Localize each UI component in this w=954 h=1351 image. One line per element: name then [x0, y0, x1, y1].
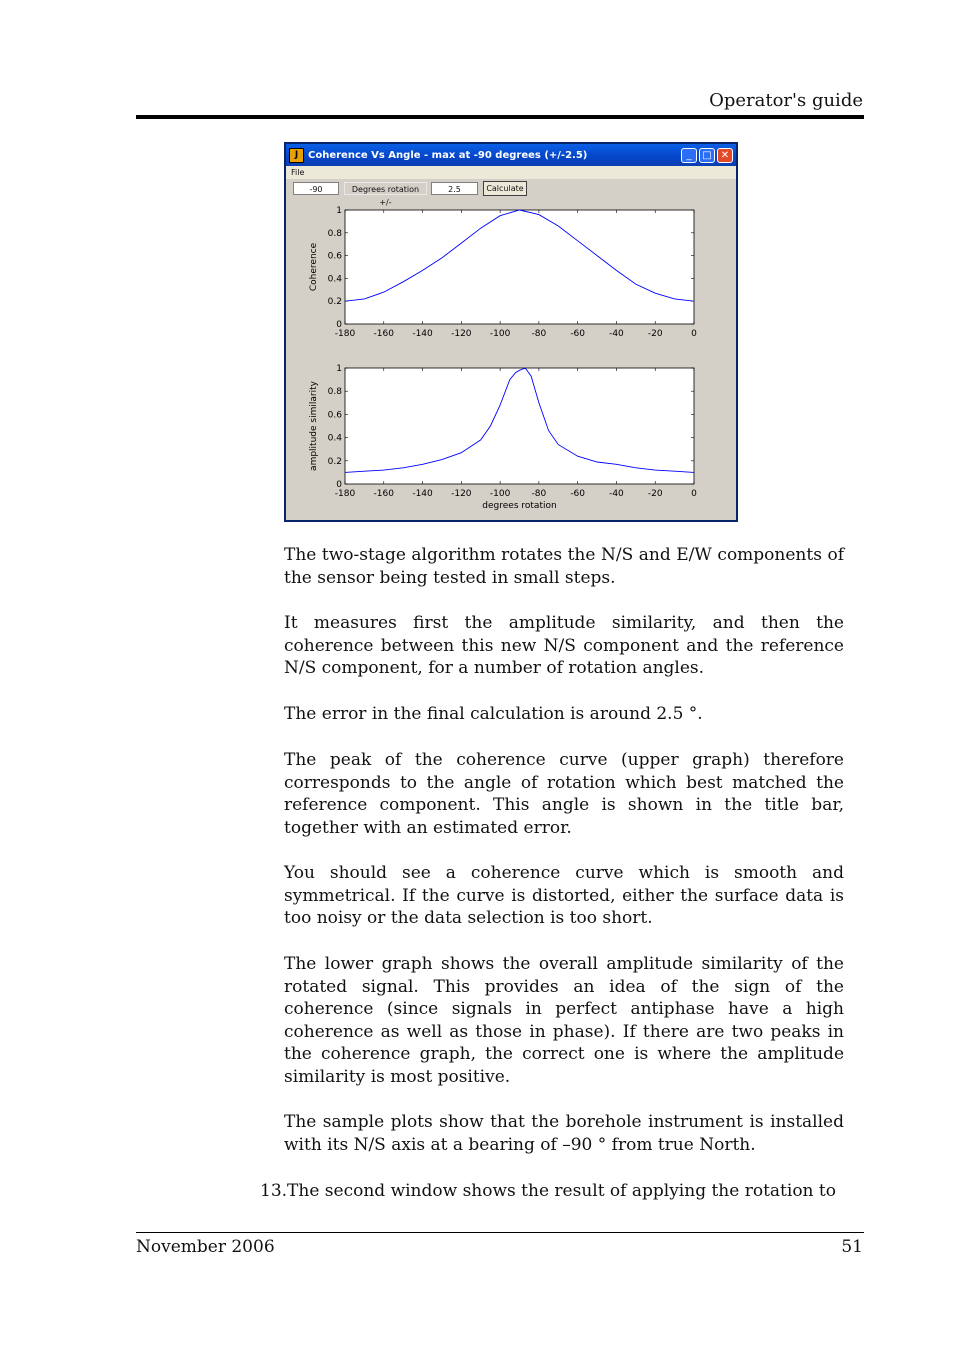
data-point: [490, 425, 491, 426]
data-point: [596, 461, 597, 462]
matlab-figure-window: [284, 142, 738, 522]
x-tick-label: -120: [451, 329, 472, 339]
plot-frame: [345, 210, 694, 324]
data-point: [548, 430, 549, 431]
data-point: [519, 209, 520, 210]
plot-frame: [345, 368, 694, 484]
x-tick-label: -140: [412, 489, 433, 499]
data-point: [403, 281, 404, 282]
amplitude-similarity-chart: [309, 364, 697, 511]
data-point: [383, 469, 384, 470]
page-number: 51: [841, 1237, 863, 1257]
matlab-app-icon: J: [289, 148, 304, 163]
plots-area: [286, 201, 736, 521]
y-axis-label: amplitude similarity: [309, 381, 319, 471]
x-tick-label: -140: [412, 329, 433, 339]
data-point: [500, 215, 501, 216]
data-point: [693, 301, 694, 302]
data-point: [364, 298, 365, 299]
maximize-icon[interactable]: □: [699, 148, 715, 163]
y-tick-label: 0: [336, 480, 342, 490]
y-tick-label: 0.8: [327, 387, 342, 398]
minimize-icon[interactable]: _: [681, 148, 697, 163]
calculate-button[interactable]: Calculate: [483, 181, 527, 196]
data-point: [674, 298, 675, 299]
paragraph-5: You should see a coherence curve which is smooth and symmetrical. If the curve is distorted, either the surface data is too noisy or the data selection is too short.: [284, 863, 844, 929]
data-point: [655, 469, 656, 470]
coherence-chart: [309, 206, 697, 339]
data-point: [461, 242, 462, 243]
data-point: [344, 301, 345, 302]
x-axis-label: degrees rotation: [482, 501, 557, 511]
paragraph-2: It measures first the amplitude similarity, and then the coherence between this new N/S component and the reference N/S component, for a number of rotation angles.: [284, 613, 844, 679]
running-header: Operator's guide: [709, 90, 863, 111]
data-point: [577, 240, 578, 241]
data-point: [403, 467, 404, 468]
data-point: [515, 372, 516, 373]
y-axis-label: Coherence: [309, 242, 319, 292]
numbered-item-13: 13.The second window shows the result of applying the rotation to: [260, 1181, 836, 1201]
data-point: [538, 402, 539, 403]
data-point: [480, 228, 481, 229]
data-point: [635, 467, 636, 468]
x-tick-label: 0: [691, 329, 697, 339]
y-tick-label: 0.2: [327, 456, 342, 467]
data-point: [635, 284, 636, 285]
x-tick-label: -120: [451, 489, 472, 499]
paragraph-4: The peak of the coherence curve (upper graph) therefore corresponds to the angle of rotation which best matched the reference component. This angle is shown in the title bar, together with an estimated error.: [284, 750, 844, 838]
data-point: [344, 472, 345, 473]
y-tick-label: 0: [336, 320, 342, 330]
x-tick-label: -180: [334, 329, 356, 339]
data-point: [655, 293, 656, 294]
data-point: [441, 257, 442, 258]
data-point: [616, 270, 617, 271]
x-tick-label: -100: [489, 489, 511, 499]
data-point: [558, 225, 559, 226]
paragraph-1: The two-stage algorithm rotates the N/S and E/W components of the sensor being tested in small steps.: [284, 545, 844, 588]
data-point: [674, 471, 675, 472]
paragraph-7: The sample plots show that the borehole instrument is installed with its N/S axis at a bearing of –90 ° from true North.: [284, 1112, 844, 1155]
x-tick-label: -160: [373, 329, 394, 339]
toolbar: [286, 179, 736, 207]
y-tick-label: 0.8: [327, 228, 342, 239]
data-point: [461, 452, 462, 453]
paragraph-3: The error in the final calculation is around 2.5 °.: [284, 704, 703, 724]
x-tick-label: -60: [570, 489, 586, 499]
x-tick-label: -80: [531, 489, 547, 499]
data-point: [525, 367, 526, 368]
x-tick-label: -80: [531, 329, 547, 339]
menu-file[interactable]: File: [291, 168, 305, 177]
rotation-label: Degrees rotation +/-: [344, 182, 427, 195]
data-point: [693, 472, 694, 473]
data-point: [509, 379, 510, 380]
angle-result-field[interactable]: -90: [293, 182, 339, 195]
footer-rule: [136, 1232, 864, 1233]
x-tick-label: -100: [489, 329, 511, 339]
data-point: [364, 471, 365, 472]
window-titlebar[interactable]: [286, 144, 736, 166]
y-tick-label: 0.6: [327, 410, 342, 421]
x-tick-label: -160: [373, 489, 394, 499]
x-tick-label: -20: [647, 329, 663, 339]
data-point: [596, 255, 597, 256]
y-tick-label: 0.4: [327, 433, 342, 444]
x-tick-label: 0: [691, 489, 697, 499]
data-point: [422, 464, 423, 465]
footer-date: November 2006: [136, 1237, 275, 1257]
data-point: [531, 376, 532, 377]
data-point: [538, 214, 539, 215]
menu-bar: [286, 166, 736, 179]
y-tick-label: 0.2: [327, 297, 342, 308]
x-tick-label: -40: [609, 489, 624, 499]
y-tick-label: 0.4: [327, 274, 342, 285]
data-point: [383, 291, 384, 292]
data-point: [500, 405, 501, 406]
x-tick-label: -60: [570, 329, 586, 339]
paragraph-6: The lower graph shows the overall amplitude similarity of the rotated signal. This provides an idea of the sign of the coherence (since signals in perfect antiphase have a high coherence as well as those in phase). If there are two peaks in the coherence graph, the correct one is where the amplitude similarity is most positive.: [284, 954, 844, 1087]
y-tick-label: 1: [336, 206, 342, 216]
data-point: [519, 370, 520, 371]
data-point: [616, 464, 617, 465]
window-title: Coherence Vs Angle - max at -90 degrees (+/-2.5): [308, 149, 588, 161]
close-icon[interactable]: ✕: [717, 148, 733, 163]
data-point: [422, 270, 423, 271]
data-point: [558, 444, 559, 445]
data-point: [480, 439, 481, 440]
x-tick-label: -20: [647, 489, 663, 499]
data-point: [577, 456, 578, 457]
rotation-input[interactable]: 2.5: [431, 182, 478, 195]
x-tick-label: -180: [334, 489, 356, 499]
y-tick-label: 1: [336, 364, 342, 374]
header-rule: [136, 115, 864, 119]
data-point: [441, 459, 442, 460]
x-tick-label: -40: [609, 329, 624, 339]
y-tick-label: 0.6: [327, 251, 342, 262]
